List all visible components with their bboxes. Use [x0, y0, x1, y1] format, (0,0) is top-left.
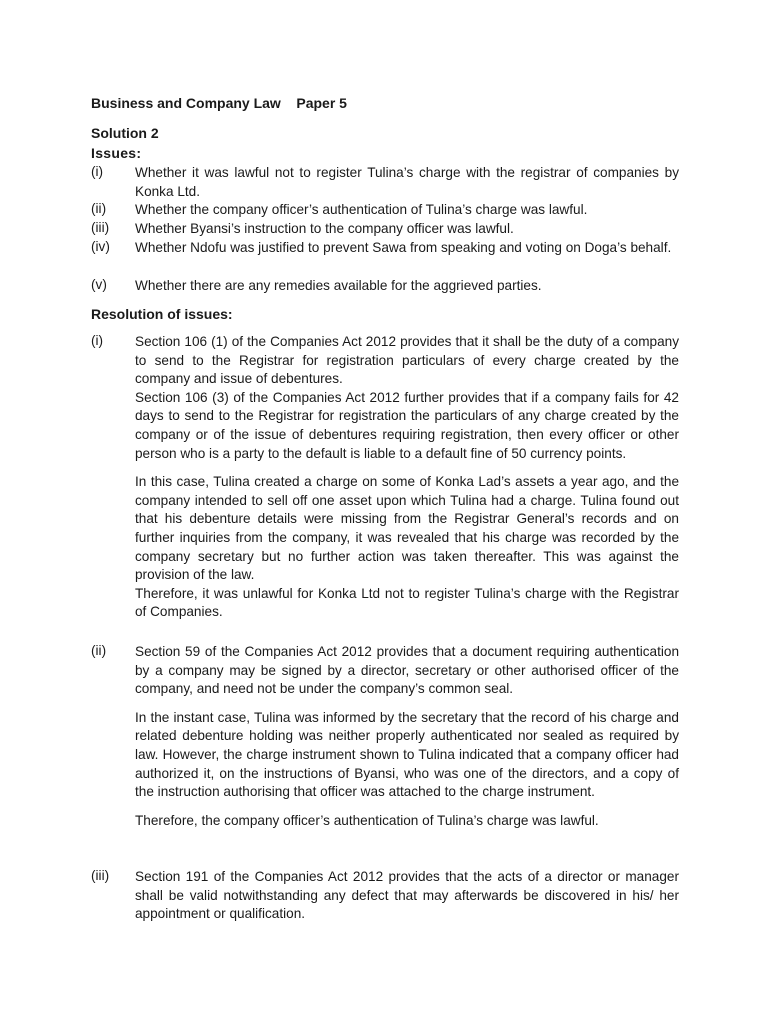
resolution-number: (i)	[91, 333, 104, 348]
resolution-paragraph: Section 191 of the Companies Act 2012 provides that the acts of a director or manager shall be valid notwithstanding any defect that may afterwards be discovered in his/ her appointment or qualification.	[135, 869, 679, 922]
issues-heading: Issues:	[91, 145, 142, 161]
resolution-paragraph: Section 106 (3) of the Companies Act 2012 further provides that if a company fails for 42 days to send to the Registrar for registration the particulars of any charge created by the company or of the issue of debentures requiring registration, then every officer or other person who is a party to the default is liable to a default fine of 50 currency points.	[135, 389, 679, 461]
resolution-paragraph: Therefore, it was unlawful for Konka Ltd not to register Tulina’s charge with the Registrar of Companies.	[135, 585, 679, 620]
resolution-number: (ii)	[91, 643, 107, 658]
page-header: Business and Company Law Paper 5	[91, 95, 347, 111]
resolution-paragraph: In the instant case, Tulina was informed by the secretary that the record of his charge and related debenture holding was neither properly authenticated nor sealed as required by law. However, the charge instrument shown to Tulina indicated that a company officer had authorized it, on the instructions of Byansi, who was one of the directors, and a copy of the instruction authorising that officer was attached to the charge instrument.	[135, 709, 679, 800]
resolution-item	[91, 333, 679, 622]
issue-item	[91, 220, 679, 239]
issue-text: Whether it was lawful not to register Tulina’s charge with the registrar of companies by Konka Ltd.	[135, 165, 679, 199]
issue-item	[91, 277, 679, 296]
resolution-paragraph: Therefore, the company officer’s authentication of Tulina’s charge was lawful.	[135, 812, 599, 828]
issue-text: Whether Ndofu was justified to prevent Sawa from speaking and voting on Doga’s behalf.	[135, 240, 672, 255]
issue-item	[91, 201, 679, 220]
resolution-paragraph: Section 106 (1) of the Companies Act 2012 provides that it shall be the duty of a company to send to the Registrar for registration particulars of every charge created by the company and issue of debentures.	[135, 334, 679, 387]
resolution-item	[91, 868, 679, 924]
issue-number: (i)	[91, 164, 104, 179]
issue-number: (iii)	[91, 220, 110, 235]
resolution-paragraph: In this case, Tulina created a charge on some of Konka Lad’s assets a year ago, and the company intended to sell off one asset upon which Tulina had a charge. Tulina found out that his debenture details were missing from the Registrar General’s records and on further inquiries from the company, it was revealed that his charge was recorded by the company secretary but no further action was taken thereafter. This was against the provision of the law.	[135, 474, 679, 583]
resolution-number: (iii)	[91, 868, 110, 883]
issue-text: Whether the company officer’s authentication of Tulina’s charge was lawful.	[135, 202, 588, 217]
issue-number: (ii)	[91, 201, 107, 216]
issue-item	[91, 239, 679, 258]
issue-number: (v)	[91, 277, 107, 292]
issue-item	[91, 164, 679, 201]
issue-text: Whether there are any remedies available for the aggrieved parties.	[135, 278, 542, 293]
issue-number: (iv)	[91, 239, 110, 254]
issue-text: Whether Byansi’s instruction to the company officer was lawful.	[135, 221, 514, 236]
resolution-item	[91, 643, 679, 830]
resolution-paragraph: Section 59 of the Companies Act 2012 provides that a document requiring authentication by a company may be signed by a director, secretary or other authorised officer of the company, and need not be under the company’s common seal.	[135, 644, 679, 697]
resolution-heading: Resolution of issues:	[91, 306, 233, 322]
solution-title: Solution 2	[91, 125, 159, 141]
